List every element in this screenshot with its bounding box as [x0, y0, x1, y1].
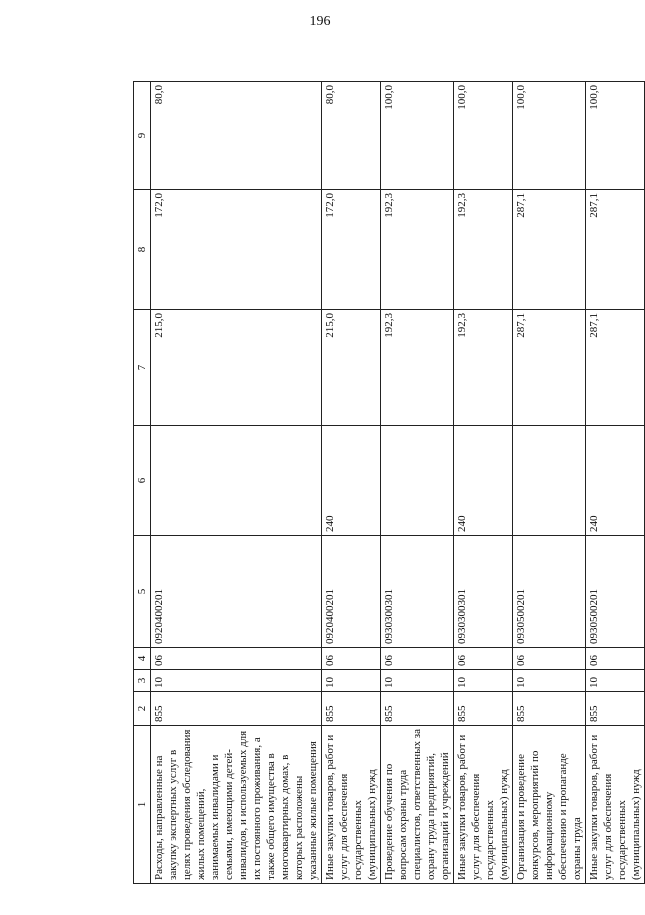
cell-percent: 100,0 — [381, 82, 454, 190]
cell-executed: 287,1 — [513, 190, 586, 310]
table-row — [381, 82, 454, 884]
cell-planned: 215,0 — [151, 310, 322, 426]
table-row — [151, 82, 322, 884]
row-description: Иные закупки товаров, работ и услуг для обеспечения государственных (муниципальных) нужд — [454, 726, 513, 884]
column-header: 6 — [134, 426, 151, 536]
cell-section: 10 — [586, 670, 645, 692]
cell-ministry-code: 855 — [381, 692, 454, 726]
column-header: 7 — [134, 310, 151, 426]
table-header-row — [134, 82, 151, 884]
column-header: 8 — [134, 190, 151, 310]
page-number: 196 — [309, 14, 331, 29]
row-description: Иные закупки товаров, работ и услуг для обеспечения государственных (муниципальных) нужд — [322, 726, 381, 884]
column-header: 9 — [134, 82, 151, 190]
cell-percent: 80,0 — [151, 82, 322, 190]
cell-ministry-code: 855 — [586, 692, 645, 726]
cell-target-article: 0930500201 — [513, 536, 586, 648]
cell-target-article: 0920400201 — [151, 536, 322, 648]
cell-executed: 172,0 — [151, 190, 322, 310]
cell-planned: 287,1 — [586, 310, 645, 426]
cell-expense-type — [151, 426, 322, 536]
cell-expense-type — [381, 426, 454, 536]
cell-section: 10 — [513, 670, 586, 692]
cell-ministry-code: 855 — [513, 692, 586, 726]
cell-planned: 192,3 — [381, 310, 454, 426]
cell-percent: 100,0 — [586, 82, 645, 190]
table-row — [513, 82, 586, 884]
column-header: 2 — [134, 692, 151, 726]
cell-percent: 100,0 — [513, 82, 586, 190]
cell-subsection: 06 — [513, 648, 586, 670]
column-header: 4 — [134, 648, 151, 670]
cell-section: 10 — [381, 670, 454, 692]
table-row — [322, 82, 381, 884]
cell-expense-type: 240 — [322, 426, 381, 536]
column-header: 3 — [134, 670, 151, 692]
cell-section: 10 — [151, 670, 322, 692]
cell-executed: 172,0 — [322, 190, 381, 310]
cell-ministry-code: 855 — [151, 692, 322, 726]
cell-expense-type — [513, 426, 586, 536]
row-description: Расходы, направленные на закупку экспертных услуг в целях проведения обследования жилых помещений, занимаемых инвалидами и семьями, имеющими детей-инвалидов, и используемых для их постоянного проживания, а также общего имущества в многоквартирных домах, в которых расположены указанные жилые помещения — [151, 726, 322, 884]
cell-subsection: 06 — [151, 648, 322, 670]
column-header: 5 — [134, 536, 151, 648]
cell-percent: 100,0 — [454, 82, 513, 190]
cell-section: 10 — [322, 670, 381, 692]
cell-subsection: 06 — [322, 648, 381, 670]
cell-section: 10 — [454, 670, 513, 692]
row-description: Иные закупки товаров, работ и услуг для обеспечения государственных (муниципальных) нужд — [586, 726, 645, 884]
column-header: 1 — [134, 726, 151, 884]
row-description: Проведение обучения по вопросам охраны труда специалистов, ответственных за охрану труда предприятий, организаций и учреждений — [381, 726, 454, 884]
table-row — [586, 82, 645, 884]
cell-planned: 192,3 — [454, 310, 513, 426]
cell-subsection: 06 — [454, 648, 513, 670]
cell-ministry-code: 855 — [454, 692, 513, 726]
budget-table — [133, 81, 645, 884]
cell-expense-type: 240 — [454, 426, 513, 536]
cell-executed: 192,3 — [454, 190, 513, 310]
cell-executed: 287,1 — [586, 190, 645, 310]
cell-target-article: 0930500201 — [586, 536, 645, 648]
row-description: Организация и проведение конкурсов, мероприятий по информационному обеспечению и пропаганде охраны труда — [513, 726, 586, 884]
cell-subsection: 06 — [586, 648, 645, 670]
cell-executed: 192,3 — [381, 190, 454, 310]
table-row — [454, 82, 513, 884]
cell-planned: 215,0 — [322, 310, 381, 426]
cell-target-article: 0930300301 — [454, 536, 513, 648]
cell-percent: 80,0 — [322, 82, 381, 190]
cell-target-article: 0930300301 — [381, 536, 454, 648]
cell-expense-type: 240 — [586, 426, 645, 536]
cell-target-article: 0920400201 — [322, 536, 381, 648]
cell-planned: 287,1 — [513, 310, 586, 426]
cell-ministry-code: 855 — [322, 692, 381, 726]
rotated-table-container — [133, 82, 642, 884]
cell-subsection: 06 — [381, 648, 454, 670]
